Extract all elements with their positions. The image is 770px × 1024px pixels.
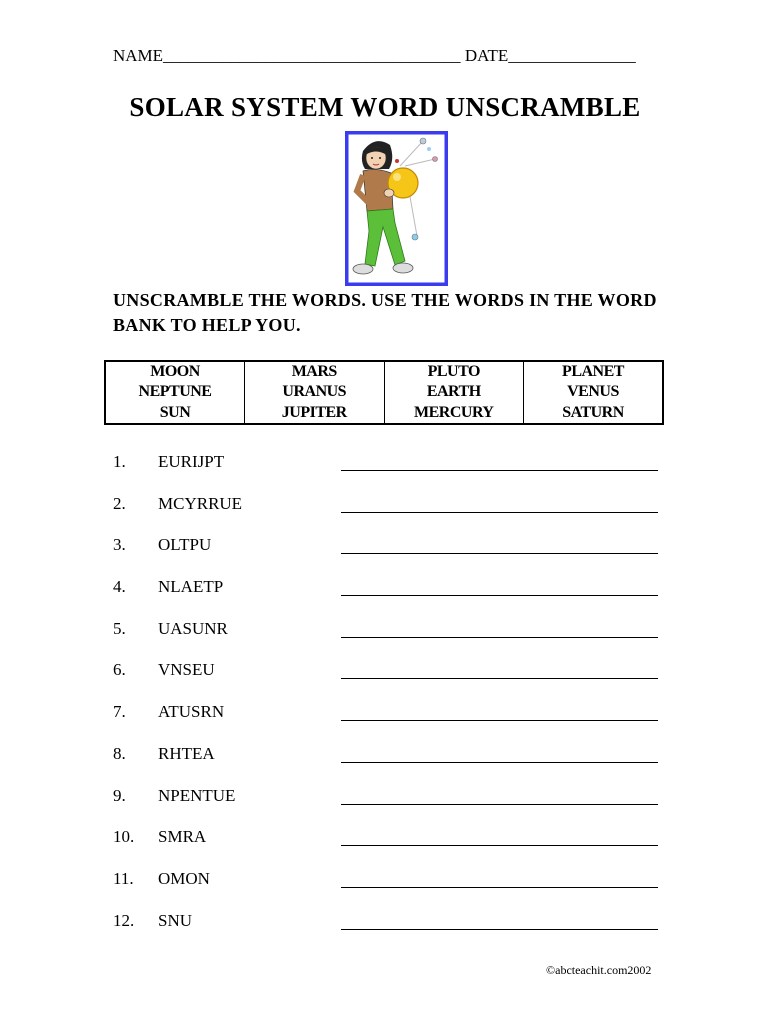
question-number: 5. <box>113 618 126 638</box>
answer-blank-line[interactable] <box>341 887 658 888</box>
question-number: 4. <box>113 577 126 597</box>
word-bank-cell: VENUS <box>524 382 664 402</box>
question-number: 9. <box>113 785 126 805</box>
question-list <box>113 448 663 948</box>
question-item <box>113 823 663 865</box>
scrambled-word: VNSEU <box>158 660 215 680</box>
word-bank-cell: URANUS <box>245 382 385 402</box>
word-bank-cell: EARTH <box>384 382 524 402</box>
question-number: 3. <box>113 535 126 555</box>
question-number: 11. <box>113 868 134 888</box>
answer-blank-line[interactable] <box>341 553 658 554</box>
scrambled-word: OLTPU <box>158 535 212 555</box>
question-number: 8. <box>113 743 126 763</box>
girl-holding-sun-illustration <box>345 131 448 286</box>
word-bank-row <box>105 403 663 424</box>
word-bank-row <box>105 361 663 382</box>
question-item <box>113 448 663 490</box>
question-item <box>113 907 663 949</box>
word-bank-cell: NEPTUNE <box>105 382 245 402</box>
question-item <box>113 490 663 532</box>
copyright-notice: ©abcteachit.com2002 <box>546 963 652 977</box>
answer-blank-line[interactable] <box>341 804 658 805</box>
scrambled-word: ATUSRN <box>158 702 225 722</box>
scrambled-word: UASUNR <box>158 618 228 638</box>
name-field-label[interactable]: NAME___________________________________ <box>113 46 461 65</box>
instructions-text: UNSCRAMBLE THE WORDS. USE THE WORDS IN THE WORD BANK TO HELP YOU. <box>113 290 657 335</box>
word-bank-cell: MERCURY <box>384 403 524 424</box>
word-bank-cell: MARS <box>245 361 385 382</box>
scrambled-word: SNU <box>158 910 193 930</box>
word-bank-cell: MOON <box>105 361 245 382</box>
question-number: 10. <box>113 827 135 847</box>
word-bank-cell: PLANET <box>524 361 664 382</box>
question-item <box>113 615 663 657</box>
answer-blank-line[interactable] <box>341 720 658 721</box>
answer-blank-line[interactable] <box>341 678 658 679</box>
question-item <box>113 865 663 907</box>
answer-blank-line[interactable] <box>341 929 658 930</box>
question-item <box>113 656 663 698</box>
scrambled-word: MCYRRUE <box>158 493 243 513</box>
word-bank-row <box>105 382 663 402</box>
word-bank-table <box>104 360 664 425</box>
name-date-line <box>113 46 653 66</box>
question-number: 2. <box>113 493 126 513</box>
word-bank-cell: JUPITER <box>245 403 385 424</box>
question-number: 12. <box>113 910 135 930</box>
question-number: 7. <box>113 702 126 722</box>
word-bank-cell: SUN <box>105 403 245 424</box>
question-item <box>113 531 663 573</box>
question-item <box>113 573 663 615</box>
question-item <box>113 698 663 740</box>
scrambled-word: SMRA <box>158 827 207 847</box>
date-field-label[interactable]: DATE_______________ <box>464 46 636 65</box>
word-bank-cell: SATURN <box>524 403 664 424</box>
clipart-image <box>345 131 448 286</box>
word-bank-cell: PLUTO <box>384 361 524 382</box>
scrambled-word: EURIJPT <box>158 452 225 471</box>
scrambled-word: NPENTUE <box>158 785 236 805</box>
question-number: 6. <box>113 660 126 680</box>
scrambled-word: OMON <box>158 868 210 888</box>
page-title: SOLAR SYSTEM WORD UNSCRAMBLE <box>129 92 641 122</box>
answer-blank-line[interactable] <box>341 637 658 638</box>
scrambled-word: NLAETP <box>158 577 224 597</box>
answer-blank-line[interactable] <box>341 470 658 471</box>
answer-blank-line[interactable] <box>341 595 658 596</box>
scrambled-word: RHTEA <box>158 743 215 763</box>
question-number: 1. <box>113 452 126 471</box>
answer-blank-line[interactable] <box>341 845 658 846</box>
question-item <box>113 740 663 782</box>
question-item <box>113 782 663 824</box>
answer-blank-line[interactable] <box>341 512 658 513</box>
answer-blank-line[interactable] <box>341 762 658 763</box>
